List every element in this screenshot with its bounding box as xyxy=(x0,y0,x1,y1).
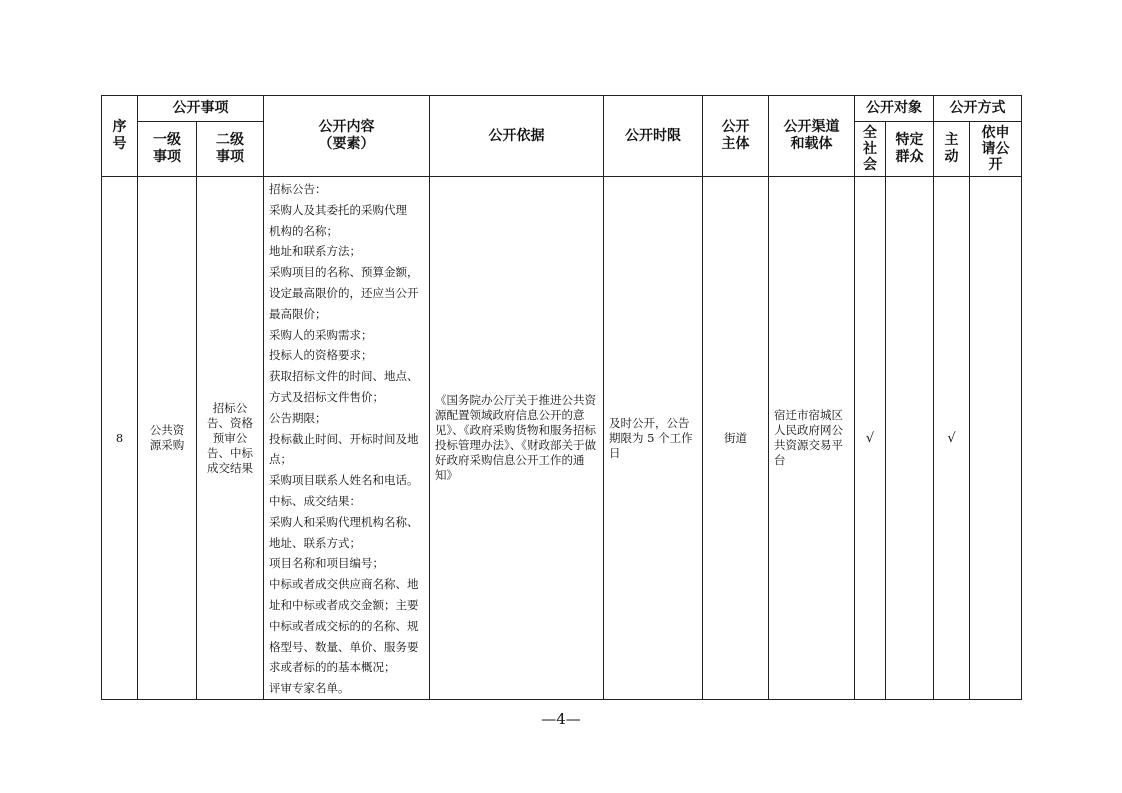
disclosure-table xyxy=(101,95,1022,700)
header-on-request xyxy=(970,122,1022,177)
content-line: 地址和联系方法； xyxy=(269,244,361,259)
row-time-limit: 及时公开，公告期限为 5 个工作日 xyxy=(604,177,703,700)
header-subject xyxy=(703,96,769,177)
content-line: 点； xyxy=(269,452,292,467)
row-content xyxy=(264,177,430,700)
content-line: 公告期限； xyxy=(269,410,327,425)
content-line: 机构的名称； xyxy=(269,223,338,238)
header-subject-label: 公开 主体 xyxy=(721,119,750,152)
header-on-request-label: 依申 请公 开 xyxy=(981,125,1010,173)
header-active xyxy=(934,122,970,177)
content-line: 采购项目的名称、预算金额， xyxy=(269,265,419,280)
header-matter: 公开事项 xyxy=(138,96,264,122)
content-line: 最高限价； xyxy=(269,306,327,321)
header-time-limit: 公开时限 xyxy=(604,96,703,177)
header-level2 xyxy=(197,122,264,177)
content-line: 地址、联系方式； xyxy=(269,535,361,550)
header-channel xyxy=(769,96,855,177)
row-subject: 街道 xyxy=(703,177,769,700)
content-line: 招标公告： xyxy=(269,182,327,196)
content-line: 中标或者成交标的的名称、规 xyxy=(269,618,419,633)
content-line: 中标、成交结果： xyxy=(269,493,361,508)
content-line: 格型号、数量、单价、服务要 xyxy=(269,639,419,654)
row-level1 xyxy=(138,177,197,700)
header-content-label: 公开内容 （要素） xyxy=(318,119,375,152)
header-seq xyxy=(102,96,138,177)
row-specific-groups xyxy=(886,177,934,700)
row-seq: 8 xyxy=(102,177,138,700)
row-on-request xyxy=(970,177,1022,700)
header-level1 xyxy=(138,122,197,177)
content-line: 设定最高限价的，还应当公开 xyxy=(269,285,419,300)
content-line: 采购人和采购代理机构名称、 xyxy=(269,514,419,529)
header-specific-groups xyxy=(886,122,934,177)
header-whole-society xyxy=(855,122,886,177)
content-line: 采购人及其委托的采购代理 xyxy=(269,202,407,217)
row-whole-society: √ xyxy=(855,177,886,700)
table-row xyxy=(102,177,1022,700)
content-line: 采购人的采购需求； xyxy=(269,327,373,342)
content-line: 获取招标文件的时间、地点、 xyxy=(269,369,419,384)
content-line: 投标人的资格要求； xyxy=(269,348,373,363)
row-level1-text: 公共资 源采购 xyxy=(149,423,185,452)
row-basis: 《国务院办公厅关于推进公共资源配置领域政府信息公开的意见》、《政府采购货物和服务招标投标管理办法》、《财政部关于做好政府采购信息公开工作的通知》 xyxy=(430,177,604,700)
header-level1-label: 一级 事项 xyxy=(153,132,181,165)
header-specific-groups-label: 特定 群众 xyxy=(895,132,924,165)
content-line: 中标或者成交供应商名称、地 xyxy=(269,577,419,592)
row-level2 xyxy=(197,177,264,700)
content-line: 投标截止时间、开标时间及地 xyxy=(269,431,419,446)
row-active: √ xyxy=(934,177,970,700)
header-active-label: 主 动 xyxy=(944,132,959,165)
content-line: 址和中标或者成交金额；主要 xyxy=(269,597,419,612)
row-level2-text: 招标公 告、资格 预审公 告、中标 成交结果 xyxy=(207,400,253,475)
header-method: 公开方式 xyxy=(934,96,1022,122)
header-content xyxy=(264,96,430,177)
header-level2-label: 二级 事项 xyxy=(216,132,244,165)
header-row-1 xyxy=(102,96,1022,122)
header-channel-label: 公开渠道 和载体 xyxy=(783,119,840,152)
header-seq-label: 序 号 xyxy=(112,119,127,152)
content-line: 方式及招标文件售价； xyxy=(269,389,384,404)
content-line: 求或者标的的基本概况； xyxy=(269,660,396,675)
content-line: 采购项目联系人姓名和电话。 xyxy=(269,473,419,488)
content-line: 项目名称和项目编号； xyxy=(269,556,384,571)
row-channel: 宿迁市宿城区人民政府网公共资源交易平台 xyxy=(769,177,855,700)
header-whole-society-label: 全 社 会 xyxy=(863,125,877,173)
header-basis: 公开依据 xyxy=(430,96,604,177)
page-number: —4— xyxy=(541,710,581,728)
content-line: 评审专家名单。 xyxy=(269,681,350,696)
header-target: 公开对象 xyxy=(855,96,934,122)
